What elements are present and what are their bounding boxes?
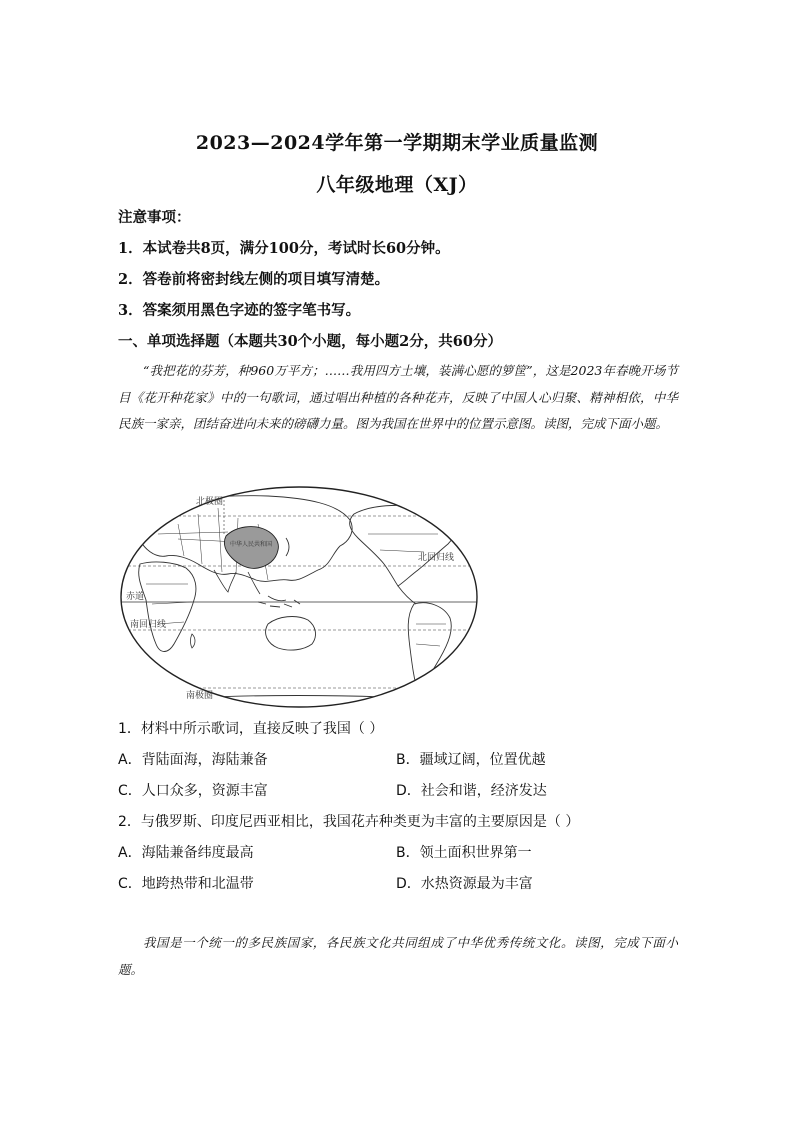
- exam-subtitle: 八年级地理（XJ）: [316, 174, 478, 196]
- label-tropic-cancer: 北回归线: [418, 553, 455, 563]
- q2-option-a[interactable]: A．海陆兼备纬度最高: [118, 845, 254, 861]
- label-tropic-capricorn: 南回归线: [130, 620, 167, 630]
- q1-option-b[interactable]: B．疆域辽阔，位置优越: [396, 752, 546, 768]
- note-item-2: 2．答卷前将密封线左侧的项目填写清楚。: [118, 271, 390, 288]
- q2-option-d[interactable]: D．水热资源最为丰富: [396, 876, 533, 892]
- question-2-stem: 2．与俄罗斯、印度尼西亚相比，我国花卉种类更为丰富的主要原因是（ ）: [118, 814, 580, 830]
- note-item-1: 1．本试卷共8页，满分100分，考试时长60分钟。: [118, 240, 450, 257]
- q1-option-d[interactable]: D．社会和谐，经济发达: [396, 783, 547, 799]
- q2-option-b[interactable]: B．领土面积世界第一: [396, 845, 532, 861]
- world-map-figure: [118, 484, 480, 710]
- label-arctic-circle: 北极圈: [196, 497, 224, 507]
- world-map: [118, 484, 480, 710]
- question-1-stem: 1．材料中所示歌词，直接反映了我国（ ）: [118, 721, 384, 737]
- label-antarctic-circle: 南极圈: [186, 691, 214, 701]
- q1-option-c[interactable]: C．人口众多，资源丰富: [118, 783, 268, 799]
- note-item-3: 3．答案须用黑色字迹的签字笔书写。: [118, 302, 361, 319]
- q2-option-c[interactable]: C．地跨热带和北温带: [118, 876, 254, 892]
- label-china: 中华人民共和国: [230, 541, 273, 548]
- label-equator: 赤道: [126, 592, 145, 602]
- q1-option-a[interactable]: A．背陆面海，海陆兼备: [118, 752, 268, 768]
- exam-title: 2023—2024学年第一学期期末学业质量监测: [195, 132, 599, 154]
- map-frame: [121, 487, 477, 707]
- material-2-paragraph: 我国是一个统一的多民族国家，各民族文化共同组成了中华优秀传统文化。读图，完成下面小题。: [118, 935, 678, 977]
- notes-heading: 注意事项：: [118, 209, 191, 226]
- material-paragraph: “我把花的芬芳，种960万平方；……我用四方土壤，装满心愿的箩筐”，这是2023年春晚开场节目《花开种花家》中的一句歌词，通过唱出种植的各种花卉，反映了中国人心归聚、精神相依，中华民族一家亲，团结奋进向未来的磅礴力量。图为我国在世界中的位置示意图。读图，完成下面小题。: [118, 363, 678, 431]
- section-heading: 一、单项选择题（本题共30个小题，每小题2分，共60分）: [118, 333, 502, 350]
